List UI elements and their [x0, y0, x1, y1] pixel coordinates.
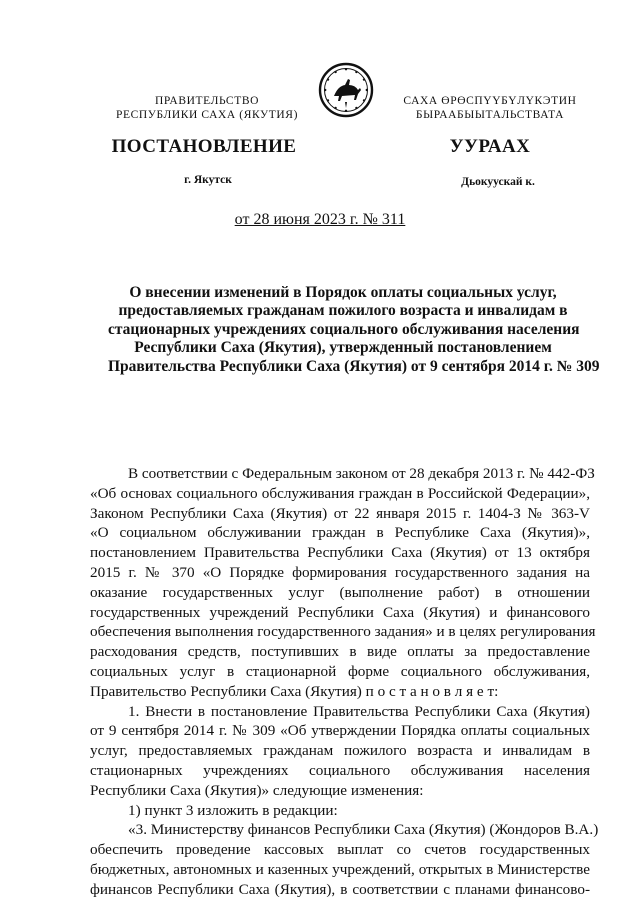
document-body: [90, 464, 599, 900]
date-number-text: от 28 июня 2023 г. № 311: [234, 211, 406, 228]
document-date-number: [0, 211, 640, 229]
government-name-ru-line: РЕСПУБЛИКИ САХА (ЯКУТИЯ): [115, 109, 298, 121]
body-line: Правительство Республики Саха (Якутия) п о с т а н о в л я е т:: [90, 682, 499, 700]
body-line: 1. Внести в постановление Правительства Республики Саха (Якутия): [128, 702, 590, 720]
body-line: финансов Республики Саха (Якутия), в соответствии с планами финансово-: [90, 880, 590, 898]
government-name-sah: [390, 94, 590, 122]
body-line: услуг, предоставляемых гражданам пожилого возраста и инвалидам в: [90, 742, 590, 760]
body-line: Законом Республики Саха (Якутия) от 22 января 2015 г. 1404-З № 363-V: [90, 504, 590, 522]
document-title: [108, 284, 600, 376]
title-line: Правительства Республики Саха (Якутия) от 9 сентября 2014 г. № 309: [108, 357, 600, 375]
government-name-ru: [102, 94, 312, 122]
body-line: 2015 г. № 370 «О Порядке формирования государственного задания на: [90, 563, 590, 581]
government-name-sah-line: БЫРААБЫЫТАЛЬСТВАТА: [415, 109, 565, 121]
government-name-sah-line: САХА ӨРӨСПҮҮБҮЛҮКЭТИН: [403, 95, 577, 107]
body-line: Республики Саха (Якутия)» следующие изменения:: [90, 781, 424, 799]
body-line: обеспечения выполнения государственного задания» и в целях регулирования: [90, 623, 596, 641]
body-line: постановлением Правительства Республики Саха (Якутия) от 13 октября: [90, 544, 590, 562]
body-line: 1) пункт 3 изложить в редакции:: [128, 801, 338, 819]
title-line: предоставляемых гражданам пожилого возраста и инвалидам в: [118, 302, 568, 320]
body-line: В соответствии с Федеральным законом от 28 декабря 2013 г. № 442-ФЗ: [128, 465, 595, 482]
government-name-ru-line: ПРАВИТЕЛЬСТВО: [155, 95, 259, 107]
body-line: расходования средств, поступивших в виде оплаты за предоставление: [90, 643, 590, 661]
body-line: от 9 сентября 2014 г. № 309 «Об утверждении Порядка оплаты социальных: [90, 722, 590, 740]
city-ru: г. Якутск: [184, 174, 232, 186]
title-line: Республики Саха (Якутия), утвержденный постановлением: [134, 339, 552, 357]
body-line: бюджетных, автономных и казенных учреждений, открытых в Министерстве: [90, 860, 590, 878]
body-line: социальных услуг в стационарной форме социального обслуживания,: [90, 662, 590, 680]
body-line: «Об основах социального обслуживания граждан в Российской Федерации»,: [90, 484, 590, 502]
republic-emblem-icon: [318, 62, 374, 118]
doc-type-sah: УУРААХ: [449, 136, 531, 157]
body-line: оказание государственных услуг (выполнение работ) в отношении: [90, 583, 590, 601]
body-line: «3. Министерству финансов Республики Саха (Якутия) (Жондоров В.А.): [128, 821, 599, 839]
title-line: стационарных учреждениях социального обслуживания населения: [108, 320, 580, 338]
body-line: «О социальном обслуживании граждан в Республике Саха (Якутия)»,: [90, 524, 590, 542]
body-line: обеспечить проведение кассовых выплат со счетов государственных: [90, 841, 590, 859]
body-line: государственных учреждений Республики Саха (Якутия) и финансового: [90, 603, 590, 621]
title-line: О внесении изменений в Порядок оплаты социальных услуг,: [129, 284, 557, 301]
body-line: стационарных учреждениях социального обслуживания населения: [90, 761, 590, 779]
city-sah: Дьокуускай к.: [461, 176, 535, 188]
doc-type-ru: ПОСТАНОВЛЕНИЕ: [111, 136, 297, 157]
